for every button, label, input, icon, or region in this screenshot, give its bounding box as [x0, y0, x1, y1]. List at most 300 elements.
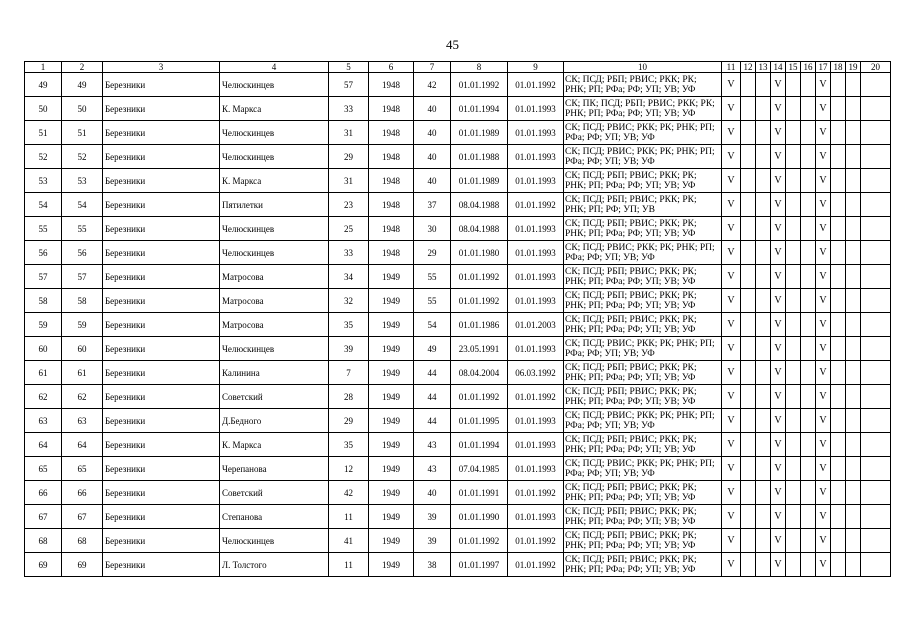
flag-cell-19	[846, 217, 861, 241]
column-header-2: 2	[62, 62, 103, 73]
street-cell: К. Маркса	[220, 97, 329, 121]
flag-cell-11: V	[722, 193, 741, 217]
date2-cell: 01.01.1992	[508, 193, 564, 217]
flag-cell-20	[861, 145, 891, 169]
house-number-index: 66	[62, 481, 103, 505]
flag-cell-20	[861, 409, 891, 433]
attributes-cell: СК; ПСД; РБП; РВИС; РКК; РК; РНК; РП; РФа; РФ; УП; УВ; УФ	[564, 433, 722, 457]
attributes-cell: СК; ПСД; РВИС; РКК; РК; РНК; РП; РФа; РФ; УП; УВ; УФ	[564, 121, 722, 145]
table-row	[25, 97, 891, 121]
city-cell: Березники	[103, 73, 220, 97]
flag-cell-15	[786, 169, 801, 193]
flag-cell-18	[831, 265, 846, 289]
street-cell: Матросова	[220, 289, 329, 313]
flag-cell-17: V	[816, 217, 831, 241]
flag-cell-16	[801, 121, 816, 145]
date1-cell: 01.01.1986	[451, 313, 508, 337]
column-header-4: 4	[220, 62, 329, 73]
wear-cell: 39	[414, 505, 451, 529]
wear-cell: 40	[414, 169, 451, 193]
attributes-cell: СК; ПСД; РБП; РВИС; РКК; РК; РНК; РП; РФа; РФ; УП; УВ; УФ	[564, 385, 722, 409]
wear-cell: 42	[414, 73, 451, 97]
flag-cell-17: V	[816, 529, 831, 553]
flag-cell-19	[846, 385, 861, 409]
attributes-cell: СК; ПСД; РВИС; РКК; РК; РНК; РП; РФа; РФ; УП; УВ; УФ	[564, 145, 722, 169]
wear-cell: 55	[414, 289, 451, 313]
flag-cell-15	[786, 337, 801, 361]
flag-cell-14: V	[771, 409, 786, 433]
house-number-index: 65	[62, 457, 103, 481]
flag-cell-20	[861, 313, 891, 337]
flag-cell-18	[831, 217, 846, 241]
city-cell: Березники	[103, 217, 220, 241]
flag-cell-12	[741, 313, 756, 337]
date2-cell: 01.01.1992	[508, 529, 564, 553]
street-cell: Челюскинцев	[220, 145, 329, 169]
flag-cell-15	[786, 385, 801, 409]
house-number-index: 52	[62, 145, 103, 169]
flag-cell-17: V	[816, 97, 831, 121]
flag-cell-12	[741, 193, 756, 217]
flag-cell-17: V	[816, 481, 831, 505]
flag-cell-19	[846, 457, 861, 481]
house-number-index: 60	[62, 337, 103, 361]
wear-cell: 30	[414, 217, 451, 241]
column-header-15: 15	[786, 62, 801, 73]
year-cell: 1948	[369, 73, 414, 97]
flag-cell-19	[846, 289, 861, 313]
date2-cell: 01.01.1992	[508, 73, 564, 97]
flag-cell-12	[741, 169, 756, 193]
flag-cell-18	[831, 337, 846, 361]
flag-cell-12	[741, 265, 756, 289]
house-cell: 33	[329, 241, 369, 265]
flag-cell-14: V	[771, 529, 786, 553]
column-header-9: 9	[508, 62, 564, 73]
flag-cell-13	[756, 385, 771, 409]
year-cell: 1948	[369, 241, 414, 265]
street-cell: Челюскинцев	[220, 241, 329, 265]
house-number-index: 56	[62, 241, 103, 265]
flag-cell-13	[756, 553, 771, 577]
flag-cell-11: V	[722, 553, 741, 577]
flag-cell-17: V	[816, 457, 831, 481]
flag-cell-13	[756, 289, 771, 313]
house-cell: 29	[329, 409, 369, 433]
row-number: 65	[25, 457, 62, 481]
city-cell: Березники	[103, 97, 220, 121]
row-number: 49	[25, 73, 62, 97]
house-cell: 35	[329, 433, 369, 457]
flag-cell-13	[756, 433, 771, 457]
house-cell: 42	[329, 481, 369, 505]
flag-cell-20	[861, 121, 891, 145]
attributes-cell: СК; ПСД; РВИС; РКК; РК; РНК; РП; РФа; РФ; УП; УВ; УФ	[564, 241, 722, 265]
date2-cell: 01.01.2003	[508, 313, 564, 337]
wear-cell: 44	[414, 361, 451, 385]
flag-cell-15	[786, 313, 801, 337]
column-header-17: 17	[816, 62, 831, 73]
flag-cell-12	[741, 553, 756, 577]
flag-cell-15	[786, 289, 801, 313]
flag-cell-16	[801, 529, 816, 553]
row-number: 60	[25, 337, 62, 361]
house-number-index: 69	[62, 553, 103, 577]
flag-cell-13	[756, 313, 771, 337]
table-row	[25, 145, 891, 169]
house-cell: 41	[329, 529, 369, 553]
flag-cell-11: V	[722, 241, 741, 265]
flag-cell-13	[756, 193, 771, 217]
wear-cell: 44	[414, 385, 451, 409]
date1-cell: 01.01.1992	[451, 73, 508, 97]
city-cell: Березники	[103, 265, 220, 289]
date1-cell: 08.04.2004	[451, 361, 508, 385]
flag-cell-17: V	[816, 433, 831, 457]
flag-cell-12	[741, 97, 756, 121]
year-cell: 1949	[369, 289, 414, 313]
house-number-index: 64	[62, 433, 103, 457]
flag-cell-16	[801, 505, 816, 529]
date2-cell: 01.01.1993	[508, 433, 564, 457]
flag-cell-19	[846, 481, 861, 505]
flag-cell-16	[801, 553, 816, 577]
row-number: 56	[25, 241, 62, 265]
flag-cell-20	[861, 97, 891, 121]
flag-cell-11: V	[722, 97, 741, 121]
flag-cell-11: V	[722, 121, 741, 145]
date2-cell: 01.01.1993	[508, 457, 564, 481]
house-number-index: 59	[62, 313, 103, 337]
flag-cell-13	[756, 361, 771, 385]
flag-cell-17: V	[816, 193, 831, 217]
flag-cell-16	[801, 457, 816, 481]
flag-cell-12	[741, 361, 756, 385]
flag-cell-14: V	[771, 97, 786, 121]
flag-cell-18	[831, 193, 846, 217]
city-cell: Березники	[103, 433, 220, 457]
flag-cell-12	[741, 145, 756, 169]
wear-cell: 49	[414, 337, 451, 361]
date1-cell: 01.01.1992	[451, 529, 508, 553]
year-cell: 1949	[369, 505, 414, 529]
flag-cell-17: V	[816, 553, 831, 577]
city-cell: Березники	[103, 337, 220, 361]
flag-cell-11: V	[722, 529, 741, 553]
flag-cell-18	[831, 121, 846, 145]
city-cell: Березники	[103, 481, 220, 505]
flag-cell-13	[756, 169, 771, 193]
attributes-cell: СК; ПСД; РБП; РВИС; РКК; РК; РНК; РП; РФа; РФ; УП; УВ; УФ	[564, 217, 722, 241]
flag-cell-18	[831, 361, 846, 385]
attributes-cell: СК; ПСД; РВИС; РКК; РК; РНК; РП; РФа; РФ; УП; УВ; УФ	[564, 409, 722, 433]
flag-cell-17: V	[816, 313, 831, 337]
house-number-index: 68	[62, 529, 103, 553]
street-cell: Советский	[220, 481, 329, 505]
city-cell: Березники	[103, 145, 220, 169]
city-cell: Березники	[103, 385, 220, 409]
column-header-1: 1	[25, 62, 62, 73]
house-number-index: 57	[62, 265, 103, 289]
flag-cell-12	[741, 385, 756, 409]
flag-cell-19	[846, 241, 861, 265]
flag-cell-14: V	[771, 505, 786, 529]
street-cell: Челюскинцев	[220, 337, 329, 361]
flag-cell-14: V	[771, 217, 786, 241]
flag-cell-20	[861, 505, 891, 529]
flag-cell-20	[861, 481, 891, 505]
flag-cell-18	[831, 313, 846, 337]
flag-cell-15	[786, 217, 801, 241]
flag-cell-15	[786, 505, 801, 529]
table-row	[25, 193, 891, 217]
flag-cell-14: V	[771, 337, 786, 361]
table-row	[25, 385, 891, 409]
house-number-index: 53	[62, 169, 103, 193]
city-cell: Березники	[103, 289, 220, 313]
flag-cell-18	[831, 529, 846, 553]
row-number: 55	[25, 217, 62, 241]
wear-cell: 44	[414, 409, 451, 433]
street-cell: К. Маркса	[220, 433, 329, 457]
attributes-cell: СК; ПСД; РБП; РВИС; РКК; РК; РНК; РП; РФа; РФ; УП; УВ; УФ	[564, 505, 722, 529]
year-cell: 1949	[369, 529, 414, 553]
flag-cell-12	[741, 433, 756, 457]
date2-cell: 01.01.1993	[508, 337, 564, 361]
house-cell: 7	[329, 361, 369, 385]
flag-cell-14: V	[771, 481, 786, 505]
flag-cell-11: V	[722, 361, 741, 385]
flag-cell-16	[801, 193, 816, 217]
table-row	[25, 121, 891, 145]
city-cell: Березники	[103, 457, 220, 481]
date2-cell: 01.01.1993	[508, 265, 564, 289]
date2-cell: 01.01.1993	[508, 145, 564, 169]
house-number-index: 67	[62, 505, 103, 529]
attributes-cell: СК; ПСД; РБП; РВИС; РКК; РК; РНК; РП; РФа; РФ; УП; УВ; УФ	[564, 265, 722, 289]
flag-cell-19	[846, 169, 861, 193]
flag-cell-16	[801, 169, 816, 193]
row-number: 66	[25, 481, 62, 505]
flag-cell-20	[861, 169, 891, 193]
flag-cell-14: V	[771, 457, 786, 481]
flag-cell-15	[786, 409, 801, 433]
row-number: 61	[25, 361, 62, 385]
flag-cell-15	[786, 145, 801, 169]
flag-cell-11: V	[722, 409, 741, 433]
flag-cell-20	[861, 385, 891, 409]
date2-cell: 01.01.1993	[508, 217, 564, 241]
house-cell: 28	[329, 385, 369, 409]
flag-cell-12	[741, 457, 756, 481]
house-cell: 31	[329, 169, 369, 193]
flag-cell-19	[846, 73, 861, 97]
flag-cell-11: V	[722, 337, 741, 361]
table-row	[25, 505, 891, 529]
column-header-7: 7	[414, 62, 451, 73]
date2-cell: 06.03.1992	[508, 361, 564, 385]
year-cell: 1949	[369, 385, 414, 409]
flag-cell-18	[831, 73, 846, 97]
date1-cell: 08.04.1988	[451, 193, 508, 217]
flag-cell-17: V	[816, 169, 831, 193]
flag-cell-12	[741, 409, 756, 433]
flag-cell-20	[861, 457, 891, 481]
city-cell: Березники	[103, 529, 220, 553]
flag-cell-11: V	[722, 73, 741, 97]
flag-cell-12	[741, 529, 756, 553]
attributes-cell: СК; ПСД; РВИС; РКК; РК; РНК; РП; РФа; РФ; УП; УВ; УФ	[564, 337, 722, 361]
street-cell: Степанова	[220, 505, 329, 529]
house-number-index: 63	[62, 409, 103, 433]
year-cell: 1949	[369, 361, 414, 385]
table-row	[25, 457, 891, 481]
year-cell: 1949	[369, 265, 414, 289]
wear-cell: 39	[414, 529, 451, 553]
street-cell: Челюскинцев	[220, 73, 329, 97]
date2-cell: 01.01.1993	[508, 505, 564, 529]
flag-cell-16	[801, 361, 816, 385]
flag-cell-11: V	[722, 313, 741, 337]
flag-cell-15	[786, 529, 801, 553]
street-cell: Л. Толстого	[220, 553, 329, 577]
table-row	[25, 361, 891, 385]
column-header-8: 8	[451, 62, 508, 73]
flag-cell-18	[831, 553, 846, 577]
table-row	[25, 241, 891, 265]
row-number: 52	[25, 145, 62, 169]
flag-cell-15	[786, 361, 801, 385]
flag-cell-11: V	[722, 217, 741, 241]
flag-cell-12	[741, 217, 756, 241]
flag-cell-11: V	[722, 505, 741, 529]
city-cell: Березники	[103, 553, 220, 577]
housing-table	[24, 61, 891, 577]
date1-cell: 01.01.1989	[451, 121, 508, 145]
flag-cell-13	[756, 241, 771, 265]
flag-cell-11: V	[722, 265, 741, 289]
flag-cell-11: V	[722, 145, 741, 169]
row-number: 64	[25, 433, 62, 457]
year-cell: 1948	[369, 97, 414, 121]
flag-cell-15	[786, 553, 801, 577]
date1-cell: 01.01.1992	[451, 265, 508, 289]
flag-cell-20	[861, 433, 891, 457]
flag-cell-16	[801, 97, 816, 121]
date1-cell: 08.04.1988	[451, 217, 508, 241]
house-cell: 39	[329, 337, 369, 361]
city-cell: Березники	[103, 121, 220, 145]
flag-cell-12	[741, 73, 756, 97]
flag-cell-19	[846, 553, 861, 577]
flag-cell-18	[831, 409, 846, 433]
flag-cell-15	[786, 265, 801, 289]
date1-cell: 01.01.1994	[451, 433, 508, 457]
house-number-index: 51	[62, 121, 103, 145]
attributes-cell: СК; ПСД; РБП; РВИС; РКК; РК; РНК; РП; РФа; РФ; УП; УВ; УФ	[564, 73, 722, 97]
flag-cell-17: V	[816, 241, 831, 265]
date2-cell: 01.01.1993	[508, 97, 564, 121]
table-row	[25, 289, 891, 313]
year-cell: 1948	[369, 121, 414, 145]
house-cell: 33	[329, 97, 369, 121]
flag-cell-13	[756, 337, 771, 361]
flag-cell-16	[801, 217, 816, 241]
table-row	[25, 217, 891, 241]
flag-cell-14: V	[771, 289, 786, 313]
flag-cell-11: V	[722, 385, 741, 409]
date1-cell: 01.01.1995	[451, 409, 508, 433]
city-cell: Березники	[103, 169, 220, 193]
year-cell: 1949	[369, 553, 414, 577]
wear-cell: 29	[414, 241, 451, 265]
date1-cell: 01.01.1989	[451, 169, 508, 193]
flag-cell-13	[756, 505, 771, 529]
flag-cell-13	[756, 73, 771, 97]
header-row	[25, 62, 891, 73]
flag-cell-17: V	[816, 337, 831, 361]
flag-cell-14: V	[771, 361, 786, 385]
flag-cell-20	[861, 217, 891, 241]
year-cell: 1948	[369, 217, 414, 241]
flag-cell-19	[846, 409, 861, 433]
flag-cell-19	[846, 265, 861, 289]
flag-cell-17: V	[816, 505, 831, 529]
column-header-14: 14	[771, 62, 786, 73]
street-cell: К. Маркса	[220, 169, 329, 193]
flag-cell-11: V	[722, 169, 741, 193]
row-number: 51	[25, 121, 62, 145]
street-cell: Матросова	[220, 265, 329, 289]
flag-cell-13	[756, 481, 771, 505]
flag-cell-18	[831, 385, 846, 409]
flag-cell-18	[831, 241, 846, 265]
flag-cell-17: V	[816, 265, 831, 289]
flag-cell-13	[756, 217, 771, 241]
flag-cell-15	[786, 73, 801, 97]
street-cell: Советский	[220, 385, 329, 409]
flag-cell-14: V	[771, 73, 786, 97]
year-cell: 1948	[369, 169, 414, 193]
row-number: 67	[25, 505, 62, 529]
flag-cell-14: V	[771, 169, 786, 193]
year-cell: 1949	[369, 457, 414, 481]
date1-cell: 01.01.1994	[451, 97, 508, 121]
flag-cell-16	[801, 481, 816, 505]
table-row	[25, 313, 891, 337]
flag-cell-13	[756, 97, 771, 121]
city-cell: Березники	[103, 193, 220, 217]
date2-cell: 01.01.1992	[508, 553, 564, 577]
table-row	[25, 529, 891, 553]
flag-cell-14: V	[771, 553, 786, 577]
flag-cell-11: V	[722, 481, 741, 505]
year-cell: 1949	[369, 433, 414, 457]
attributes-cell: СК; ПСД; РБП; РВИС; РКК; РК; РНК; РП; РФа; РФ; УП; УВ; УФ	[564, 289, 722, 313]
house-cell: 32	[329, 289, 369, 313]
date1-cell: 01.01.1997	[451, 553, 508, 577]
row-number: 57	[25, 265, 62, 289]
house-cell: 11	[329, 505, 369, 529]
date2-cell: 01.01.1993	[508, 241, 564, 265]
year-cell: 1949	[369, 313, 414, 337]
date1-cell: 01.01.1988	[451, 145, 508, 169]
flag-cell-14: V	[771, 145, 786, 169]
city-cell: Березники	[103, 505, 220, 529]
row-number: 59	[25, 313, 62, 337]
street-cell: Матросова	[220, 313, 329, 337]
city-cell: Березники	[103, 313, 220, 337]
